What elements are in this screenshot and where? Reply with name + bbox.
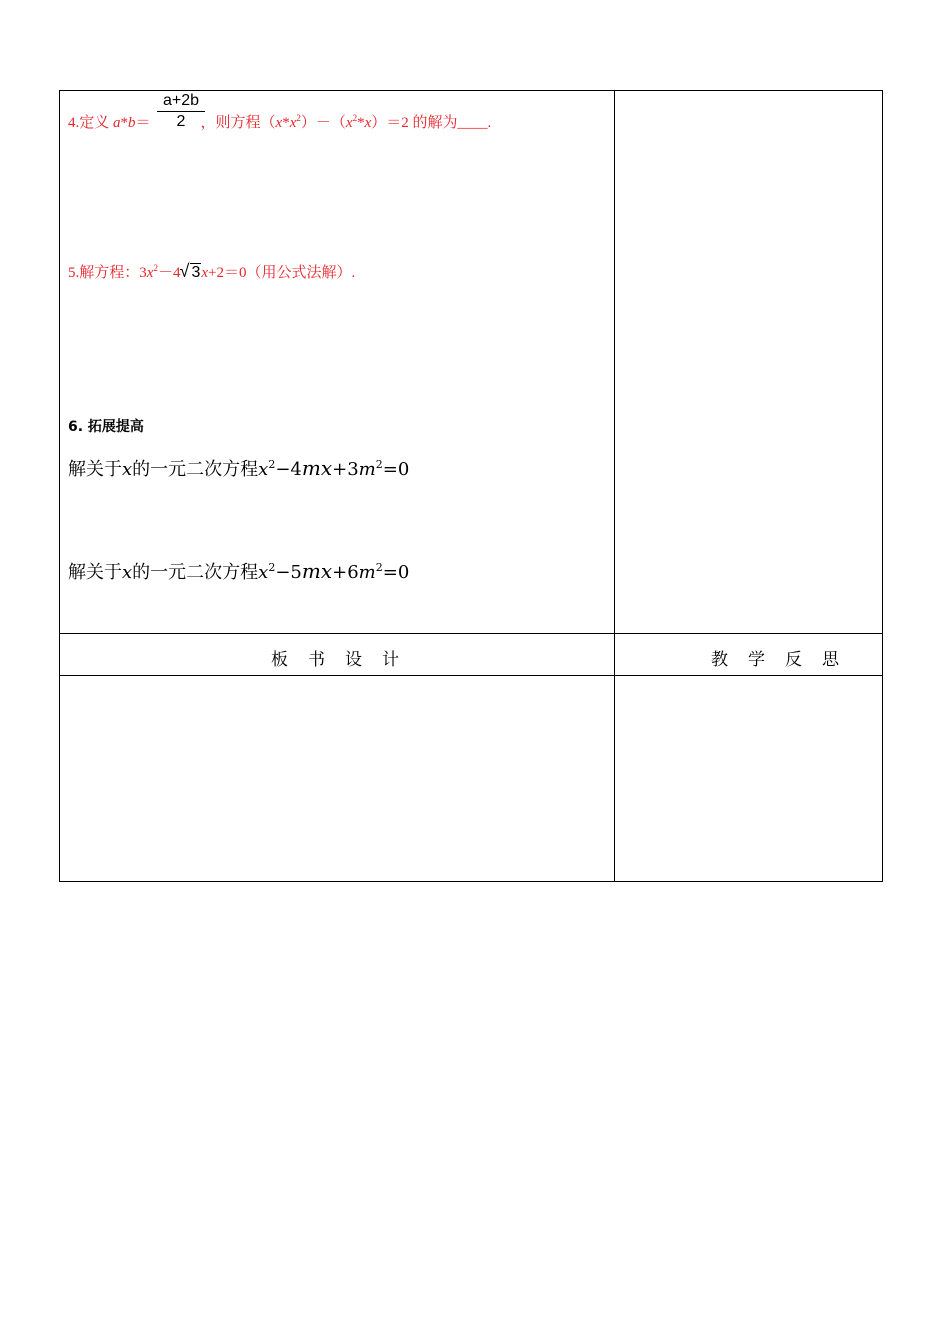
q4-var-b: b <box>128 115 136 131</box>
q4-part2: ）－（ <box>300 115 346 131</box>
q4-star: * <box>282 115 290 131</box>
label-char: 设 <box>345 650 362 670</box>
q4-x: x <box>345 115 353 131</box>
eq1-m: m <box>358 459 376 480</box>
eq2-x: x <box>122 562 133 583</box>
fraction-numerator: a+2b <box>157 91 205 112</box>
teaching-reflection-label <box>711 645 859 670</box>
q5-x: x <box>146 265 154 281</box>
eq2-mx: mx <box>301 559 333 583</box>
eq1-exponent: 2 <box>375 458 383 471</box>
board-design-label <box>271 645 419 670</box>
equation-2 <box>68 558 409 584</box>
eq1-coef-a: −4 <box>275 459 302 480</box>
q4-tail: ）＝2 的解为____. <box>371 115 492 131</box>
eq2-text: 解关于 <box>68 562 122 583</box>
eq2-end: =0 <box>382 562 410 583</box>
eq1-mx: mx <box>301 456 333 480</box>
fraction-denominator: 2 <box>176 113 186 130</box>
label-char: 学 <box>748 650 765 670</box>
q4-eq: ＝ <box>135 115 151 131</box>
eq1-x: x <box>122 459 133 480</box>
eq2-coef-a: −5 <box>275 562 302 583</box>
eq2-mid: 的一元二次方程 <box>132 562 259 583</box>
q5-minus: －4 <box>157 265 181 281</box>
eq1-x2: x <box>258 459 269 480</box>
q5-tail: +2＝0（用公式法解）. <box>208 265 356 281</box>
q4-x: x <box>364 115 372 131</box>
lesson-table <box>59 90 883 882</box>
label-char: 思 <box>822 650 839 670</box>
q4-x: x <box>275 115 283 131</box>
label-char: 计 <box>382 650 399 670</box>
column-divider <box>614 91 615 881</box>
sqrt-formula <box>180 264 201 282</box>
q4-exponent: 2 <box>296 113 301 123</box>
q4-star: * <box>357 115 365 131</box>
q4-mid: ，则方程（ <box>200 115 276 131</box>
label-char: 板 <box>271 650 288 670</box>
question-5 <box>68 261 355 282</box>
label-char: 反 <box>785 650 802 670</box>
sqrt-radicand: 3 <box>191 264 201 281</box>
q5-x: x <box>201 265 209 281</box>
label-char: 教 <box>711 650 728 670</box>
q4-exponent: 2 <box>352 113 358 123</box>
row-divider <box>60 633 882 634</box>
q4-prefix: 4.定义 <box>68 115 114 131</box>
q4-var-a: a <box>113 115 121 131</box>
eq1-text: 解关于 <box>68 459 122 480</box>
eq2-exponent: 2 <box>375 561 383 574</box>
equation-1 <box>68 455 409 481</box>
eq2-coef-b: +6 <box>332 562 359 583</box>
q5-exponent: 2 <box>153 263 158 273</box>
q4-op: * <box>120 115 129 131</box>
row-divider <box>60 675 882 676</box>
question-4 <box>68 111 491 132</box>
eq2-m: m <box>358 562 376 583</box>
eq1-exponent: 2 <box>268 458 276 471</box>
q5-prefix: 5.解方程：3 <box>68 265 147 281</box>
label-char: 书 <box>308 650 325 670</box>
eq1-coef-b: +3 <box>332 459 359 480</box>
eq2-x2: x <box>258 562 269 583</box>
eq1-mid: 的一元二次方程 <box>132 459 259 480</box>
eq2-exponent: 2 <box>268 561 276 574</box>
section-6-heading: 6. 拓展提高 <box>68 419 144 435</box>
eq1-end: =0 <box>382 459 410 480</box>
q4-x: x <box>289 115 297 131</box>
